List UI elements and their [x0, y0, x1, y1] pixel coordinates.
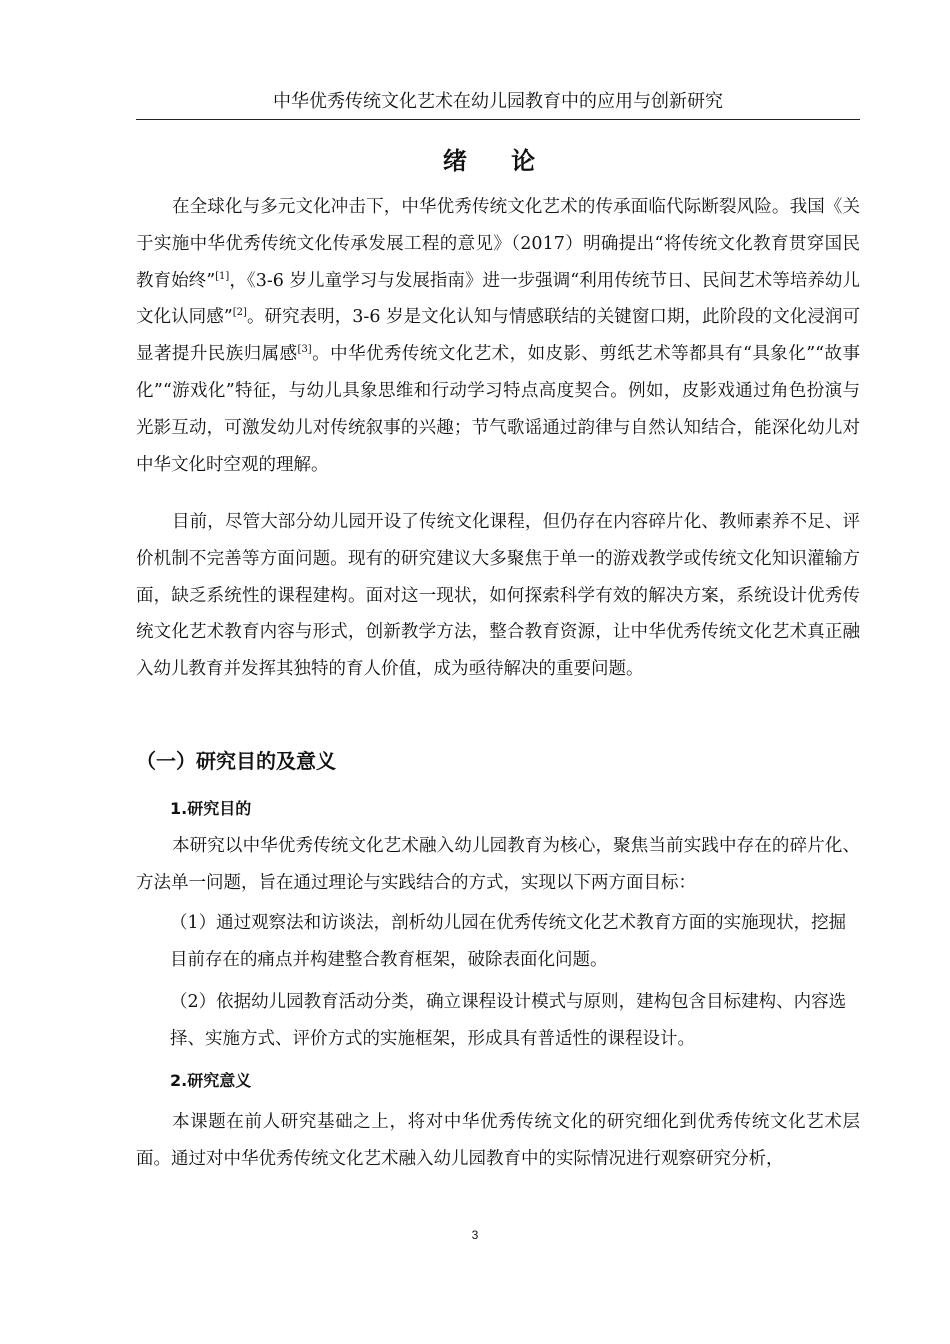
purpose-paragraph: 本研究以中华优秀传统文化艺术融入幼儿园教育为核心，聚焦当前实践中存在的碎片化、方法单一问题，旨在通过理论与实践结合的方式，实现以下两方面目标：: [136, 836, 860, 893]
intro-paragraph-1: [136, 189, 860, 483]
subsection-heading-purpose: 1.研究目的: [170, 799, 252, 818]
section-heading: （一）研究目的及意义: [136, 749, 336, 773]
intro-paragraph-2: 目前，尽管大部分幼儿园开设了传统文化课程，但仍存在内容碎片化、教师素养不足、评价机制不完善等方面问题。现有的研究建议大多聚焦于单一的游戏教学或传统文化知识灌输方面，缺乏系统性的课程建构。面对这一现状，如何探索科学有效的解决方案，系统设计优秀传统文化艺术教育内容与形式，创新教学方法，整合教育资源，让中华优秀传统文化艺术真正融入幼儿教育并发挥其独特的育人价值，成为亟待解决的重要问题。: [136, 512, 860, 680]
significance-paragraph: 本课题在前人研究基础之上，将对中华优秀传统文化的研究细化到优秀传统文化艺术层面。通过对中华优秀传统文化艺术融入幼儿园教育中的实际情况进行观察研究分析，: [136, 1112, 860, 1169]
text-run: 。研究表明，3-6 岁是文化认知与情感联结的关键窗口期，此阶段的文化浸润可显著提升民族归属感: [136, 307, 860, 365]
purpose-item-2: （2）依据幼儿园教育活动分类，确立课程设计模式与原则，建构包含目标建构、内容选择、实施方式、评价方式的实施框架，形成具有普适性的课程设计。: [170, 992, 847, 1049]
subsection-heading-significance: 2.研究意义: [170, 1071, 252, 1090]
text-run: 在全球化与多元文化冲击下，中华优秀传统文化艺术的传承面临代际断裂风险。我国《关于实施中华优秀传统文化传承发展工程的意见》（2017）明确提出“将传统文化教育贯穿国民教育始终”: [136, 197, 860, 291]
citation-1: [1]: [215, 270, 230, 282]
running-header: 中华优秀传统文化艺术在幼儿园教育中的应用与创新研究: [273, 91, 723, 112]
text-run: ，《3-6 岁儿童学习与发展指南》进一步强调“利用传统节日、民间艺术等培养幼儿文化认同感”: [136, 270, 860, 328]
text-run: 。中华优秀传统文化艺术，如皮影、剪纸艺术等都具有“具象化”“故事化”“游戏化”特征，与幼儿具象思维和行动学习特点高度契合。例如，皮影戏通过角色扮演与光影互动，可激发幼儿对传统叙事的兴趣；节气歌谣通过韵律与自然认知结合，能深化幼儿对中华文化时空观的理解。: [136, 344, 860, 475]
chapter-title: 绪 论: [442, 147, 554, 175]
citation-3: [3]: [297, 344, 312, 356]
header-rule: [136, 119, 860, 120]
citation-2: [2]: [232, 307, 247, 319]
purpose-item-1: （1）通过观察法和访谈法，剖析幼儿园在优秀传统文化艺术教育方面的实施现状，挖掘目前存在的痛点并构建整合教育框架，破除表面化问题。: [170, 913, 847, 970]
page-number: 3: [471, 1228, 479, 1242]
